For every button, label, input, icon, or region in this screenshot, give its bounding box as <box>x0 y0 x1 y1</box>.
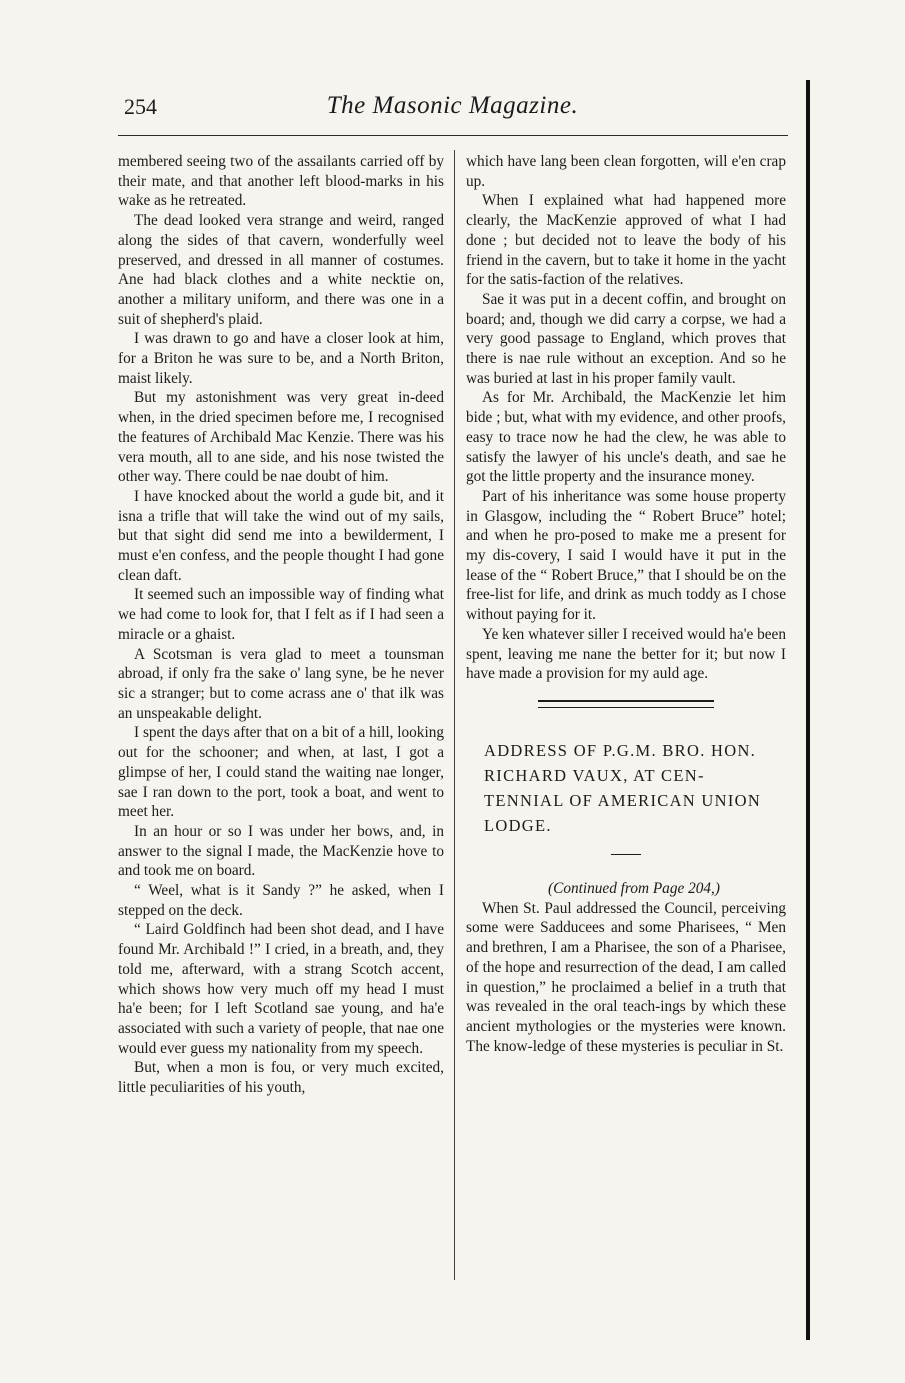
paragraph: “ Laird Goldfinch had been shot dead, and I have found Mr. Archibald !” I cried, in a breath, and, they told me, afterward, with a strang Scotch accent, which shows how very much off my head I must ha'e been; for I left Scotland sae young, and ha'e associated with such a variety of people, that nae one would ever guess my nationality from my speech. <box>118 921 444 1057</box>
paragraph: which have lang been clean forgotten, will e'en crap up. <box>466 153 786 190</box>
left-column <box>118 152 444 1098</box>
page-number: 254 <box>124 94 157 119</box>
paragraph: Part of his inheritance was some house property in Glasgow, including the “ Robert Bruce” hotel; and when he pro-posed to make me a present for my dis-covery, I said I would have it put in the lease of the “ Robert Bruce,” that I should be on the free-list for life, and drink as much toddy as I chose without paying for it. <box>466 487 786 624</box>
running-head-title: The Masonic Magazine. <box>326 92 579 119</box>
paragraph: But, when a mon is fou, or very much excited, little peculiarities of his youth, <box>118 1059 444 1097</box>
article-heading <box>466 738 786 838</box>
header-rule <box>118 135 788 136</box>
paragraph: Sae it was put in a decent coffin, and brought on board; and, though we did carry a corpse, we had a very good passage to England, which proves that there is nae rule without an exception. And so he was buried at last in his proper family vault. <box>466 290 786 387</box>
paragraph: membered seeing two of the assailants carried off by their mate, and that another left blood-marks in his wake as he retreated. <box>118 153 444 210</box>
continued-note: (Continued from Page 204,) <box>548 879 720 897</box>
page-edge-bar <box>806 80 810 1340</box>
paragraph: It seemed such an impossible way of finding what we had come to look for, that I felt as if I had seen a miracle or a ghaist. <box>118 586 444 643</box>
column-divider <box>454 150 455 1280</box>
right-column <box>466 152 786 1056</box>
heading-rule <box>611 854 641 855</box>
paragraph: But my astonishment was very great in-deed when, in the dried specimen before me, I recognised the features of Archibald Mac Kenzie. There was his vera mouth, all to ane side, and his nose twisted the other way. There could be nae doubt of him. <box>118 389 444 486</box>
paragraph: “ Weel, what is it Sandy ?” he asked, when I stepped on the deck. <box>118 882 444 919</box>
paragraph: The dead looked vera strange and weird, ranged along the sides of that cavern, wonderfully weel preserved, and dressed in all manner of costumes. Ane had black clothes and a white necktie on, another a military uniform, and there was one in a suit of shepherd's plaid. <box>118 212 444 328</box>
paragraph: In an hour or so I was under her bows, and, in answer to the signal I made, the MacKenzie hove to and took me on board. <box>118 822 444 880</box>
section-divider <box>538 700 714 708</box>
article-heading-line: ADDRESS OF P.G.M. BRO. HON. <box>484 740 757 760</box>
paragraph: When I explained what had happened more clearly, the MacKenzie approved of what I had done ; but decided not to leave the body of his friend in the cavern, but to take it home in the yacht for the satis-faction of the relatives. <box>466 192 786 289</box>
article-heading-line: TENNIAL OF AMERICAN UNION <box>484 790 762 810</box>
paragraph: Ye ken whatever siller I received would ha'e been spent, leaving me nane the better for it; but now I have made a provision for my auld age. <box>466 625 786 683</box>
paragraph: A Scotsman is vera glad to meet a tounsman abroad, if only fra the sake o' lang syne, be he never sic a stranger; but to come acrass ane o' that ilk was an unspeakable delight. <box>118 645 444 722</box>
article-body: When St. Paul addressed the Council, perceiving some were Sadducees and some Pharisees, “ Men and brethren, I am a Pharisee, the son of a Pharisee, of the hope and resurrection of the dead, I am called in question,” he proclaimed a belief in a truth that was revealed in the oral teach-ings by which these ancient mythologies or the mysteries were known. The know-ledge of these mysteries is peculiar in St. <box>466 899 786 1055</box>
paragraph: I was drawn to go and have a closer look at him, for a Briton he was sure to be, and a North Briton, maist likely. <box>118 330 444 387</box>
article-heading-line: LODGE. <box>484 815 552 835</box>
paragraph: As for Mr. Archibald, the MacKenzie let him bide ; but, what with my evidence, and other proofs, easy to trace now he had the clew, he was able to satisfy the lawyer of his uncle's death, and sae he got the little property and the insurance money. <box>466 389 786 486</box>
article-heading-line: RICHARD VAUX, AT CEN- <box>484 765 705 785</box>
paragraph: I have knocked about the world a gude bit, and it isna a trifle that will take the wind out of my sails, but that sight did send me into a bewilderment, I must e'en confess, and the people thought I had gone clean daft. <box>118 487 444 584</box>
paragraph: I spent the days after that on a bit of a hill, looking out for the schooner; and when, at last, I got a glimpse of her, I could stand the waiting nae longer, sae I ran down to the port, took a boat, and went to meet her. <box>118 724 444 821</box>
